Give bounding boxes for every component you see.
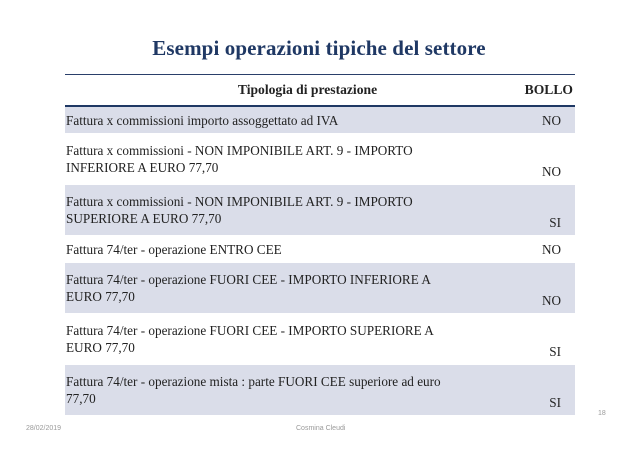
row-description [65, 134, 510, 185]
row-desc-line2: INFERIORE A EURO 77,70 [66, 160, 219, 175]
row-desc-line2: 77,70 [66, 391, 96, 406]
row-desc-line1: Fattura x commissioni - NON IMPONIBILE ART. 9 - IMPORTO [66, 194, 413, 209]
table-row [65, 263, 575, 314]
row-desc-line2: EURO 77,70 [66, 289, 135, 304]
table-row [65, 365, 575, 416]
header-bollo: BOLLO [510, 75, 575, 107]
row-bollo-value: SI [510, 314, 575, 365]
table-row [65, 185, 575, 236]
row-desc-line2: EURO 77,70 [66, 340, 135, 355]
row-description [65, 263, 510, 314]
slide-title: Esempi operazioni tipiche del settore [152, 36, 486, 60]
page-number: 18 [598, 410, 606, 417]
row-bollo-value: NO [510, 263, 575, 314]
row-desc-line1: Fattura 74/ter - operazione mista : parte FUORI CEE superiore ad euro [66, 374, 441, 389]
footer-date: 28/02/2019 [26, 425, 62, 432]
row-description [65, 314, 510, 365]
row-desc-line1: Fattura 74/ter - operazione ENTRO CEE [66, 241, 282, 257]
row-bollo-value: SI [510, 185, 575, 236]
table-header-row [65, 75, 575, 107]
row-desc-line1: Fattura 74/ter - operazione FUORI CEE - IMPORTO INFERIORE A [66, 272, 431, 287]
row-description [65, 106, 510, 134]
table-row [65, 106, 575, 134]
row-bollo-value: NO [510, 134, 575, 185]
row-description [65, 236, 510, 263]
operations-table [65, 74, 575, 416]
row-bollo-value: NO [510, 236, 575, 263]
footer-author: Cosmina Cleudi [296, 425, 346, 432]
row-desc-line1: Fattura x commissioni - NON IMPONIBILE ART. 9 - IMPORTO [66, 143, 413, 158]
header-tipologia: Tipologia di prestazione [65, 75, 510, 107]
row-desc-line1: Fattura x commissioni importo assoggettato ad IVA [66, 112, 339, 128]
table-row [65, 134, 575, 185]
row-description [65, 185, 510, 236]
row-desc-line1: Fattura 74/ter - operazione FUORI CEE - IMPORTO SUPERIORE A [66, 323, 434, 338]
table-row [65, 314, 575, 365]
row-desc-line2: SUPERIORE A EURO 77,70 [66, 211, 222, 226]
row-bollo-value: NO [510, 106, 575, 134]
row-bollo-value: SI [510, 365, 575, 416]
row-description [65, 365, 510, 416]
table-row [65, 236, 575, 263]
